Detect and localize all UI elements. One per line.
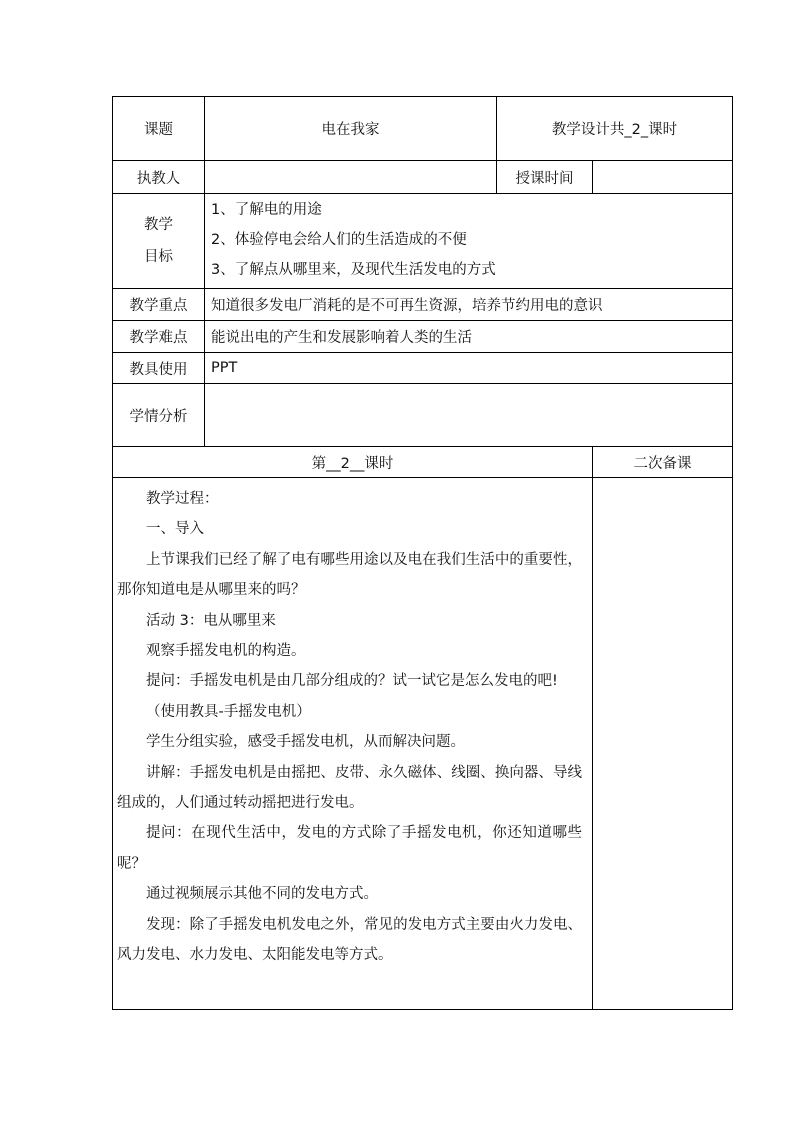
row-difficulties (113, 321, 733, 353)
objective-item: 3、了解点从哪里来，及现代生活发电的方式 (211, 262, 496, 278)
tools-label: 教具使用 (113, 353, 205, 384)
process-paragraph: 提问：手摇发电机是由几部分组成的？试一试它是怎么发电的吧! (146, 673, 558, 690)
process-paragraph: 通过视频展示其他不同的发电方式。 (146, 886, 378, 903)
analysis-label: 学情分析 (113, 384, 205, 447)
design-info: 教学设计共_2_课时 (497, 97, 733, 161)
topic-label: 课题 (113, 97, 205, 161)
row-process (113, 478, 733, 1010)
objectives-label-line2: 目标 (144, 249, 173, 265)
process-paragraph: 观察手摇发电机的构造。 (146, 643, 306, 660)
secondary-prep-notes (593, 478, 733, 1010)
lesson-time-label: 授课时间 (497, 161, 593, 194)
objectives-label-line1: 教学 (144, 217, 173, 233)
process-paragraph: 讲解：手摇发电机是由摇把、皮带、永久磁体、线圈、换向器、导线组成的，人们通过转动摇把进行发电。 (117, 764, 582, 812)
analysis-value (205, 384, 733, 447)
objectives-label (113, 194, 205, 289)
process-paragraph: 上节课我们已经了解了电有哪些用途以及电在我们生活中的重要性，那你知道电是从哪里来的吗？ (117, 551, 582, 599)
process-paragraph: 提问：在现代生活中，发电的方式除了手摇发电机，你还知道哪些呢？ (117, 825, 582, 872)
tools-value: PPT (205, 353, 733, 384)
process-paragraph: 学生分组实验，感受手摇发电机，从而解决问题。 (146, 734, 465, 751)
objectives-list (205, 194, 733, 289)
row-objectives (113, 194, 733, 289)
secondary-prep-label: 二次备课 (593, 447, 733, 478)
teaching-process (113, 478, 593, 1010)
lesson-time-value (593, 161, 733, 194)
lesson-plan-table (112, 96, 733, 1010)
process-paragraph: 活动 3：电从哪里来 (146, 612, 276, 629)
row-session-header (113, 447, 733, 478)
teacher-label: 执教人 (113, 161, 205, 194)
row-key-points (113, 289, 733, 321)
teacher-value (205, 161, 497, 194)
row-topic (113, 97, 733, 161)
row-analysis (113, 384, 733, 447)
process-paragraph: 一、导入 (146, 521, 204, 538)
topic-value: 电在我家 (205, 97, 497, 161)
key-points-value: 知道很多发电厂消耗的是不可再生资源，培养节约用电的意识 (205, 289, 733, 321)
row-tools (113, 353, 733, 384)
objective-item: 2、体验停电会给人们的生活造成的不便 (211, 232, 467, 248)
process-paragraph: （使用教具-手摇发电机） (146, 703, 311, 720)
key-points-label: 教学重点 (113, 289, 205, 321)
process-paragraph: 发现：除了手摇发电机发电之外，常见的发电方式主要由火力发电、风力发电、水力发电、太阳能发电等方式。 (117, 916, 582, 964)
difficulties-value: 能说出电的产生和发展影响着人类的生活 (205, 321, 733, 353)
row-teacher (113, 161, 733, 194)
objective-item: 1、了解电的用途 (211, 202, 322, 218)
difficulties-label: 教学难点 (113, 321, 205, 353)
process-paragraph: 教学过程： (146, 491, 219, 507)
session-label: 第__2__课时 (113, 447, 593, 478)
